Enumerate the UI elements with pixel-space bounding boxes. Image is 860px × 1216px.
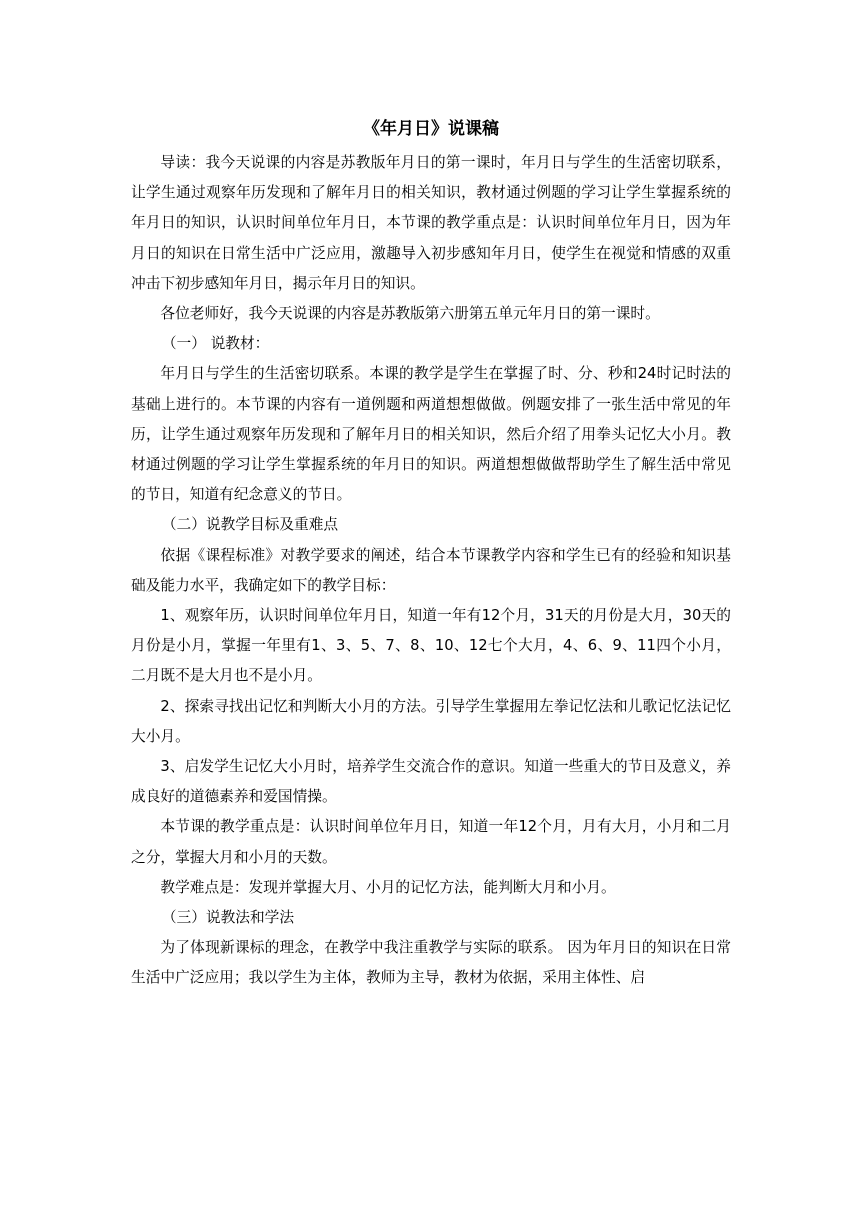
objective-item-3: 3、启发学生记忆大小月时，培养学生交流合作的意识。知道一些重大的节日及意义，养成良好的道德素养和爱国情操。 xyxy=(131,758,731,806)
key-point-paragraph: 本节课的教学重点是：认识时间单位年月日，知道一年12个月，月有大月，小月和二月之分，掌握大月和小月的天数。 xyxy=(131,818,731,866)
objective-item-1: 1、观察年历，认识时间单位年月日，知道一年有12个月，31天的月份是大月，30天的月份是小月，掌握一年里有1、3、5、7、8、10、12七个大月，4、6、9、11四个小月，二月既不是大月也不是小月。 xyxy=(131,607,731,685)
difficulty-paragraph: 教学难点是：发现并掌握大月、小月的记忆方法，能判断大月和小月。 xyxy=(160,878,616,896)
section-heading-objectives: （二）说教学目标及重难点 xyxy=(161,516,339,534)
objective-item-2: 2、探索寻找出记忆和判断大小月的方法。引导学生掌握用左拳记忆法和儿歌记忆法记忆大小月。 xyxy=(131,697,731,745)
section-heading-methods: （三）说教法和学法 xyxy=(161,909,295,927)
objectives-intro-paragraph: 依据《课程标准》对教学要求的阐述，结合本节课教学内容和学生已有的经验和知识基础及能力水平，我确定如下的教学目标： xyxy=(131,546,731,594)
document-body xyxy=(131,114,731,994)
intro-paragraph: 导读：我今天说课的内容是苏教版年月日的第一课时，年月日与学生的生活密切联系，让学生通过观察年历发现和了解年月日的相关知识，教材通过例题的学习让学生掌握系统的年月日的知识，认识时间单位年月日，本节课的教学重点是：认识时间单位年月日，因为年月日的知识在日常生活中广泛应用，激趣导入初步感知年月日，使学生在视觉和情感的双重冲击下初步感知年月日，揭示年月日的知识。 xyxy=(131,154,731,292)
greeting-paragraph: 各位老师好，我今天说课的内容是苏教版第六册第五单元年月日的第一课时。 xyxy=(160,305,660,323)
section-heading-materials: （一） 说教材： xyxy=(161,335,270,353)
document-title: 《年月日》说课稿 xyxy=(363,119,499,139)
methods-paragraph: 为了体现新课标的理念，在教学中我注重教学与实际的联系。 因为年月日的知识在日常生活中广泛应用；我以学生为主体，教师为主导，教材为依据，采用主体性、启 xyxy=(131,939,731,987)
materials-paragraph: 年月日与学生的生活密切联系。本课的教学是学生在掌握了时、分、秒和24时记时法的基础上进行的。本节课的内容有一道例题和两道想想做做。例题安排了一张生活中常见的年历，让学生通过观察年历发现和了解年月日的相关知识，然后介绍了用拳头记忆大小月。教材通过例题的学习让学生掌握系统的年月日的知识。两道想想做做帮助学生了解生活中常见的节日，知道有纪念意义的节日。 xyxy=(131,365,731,504)
